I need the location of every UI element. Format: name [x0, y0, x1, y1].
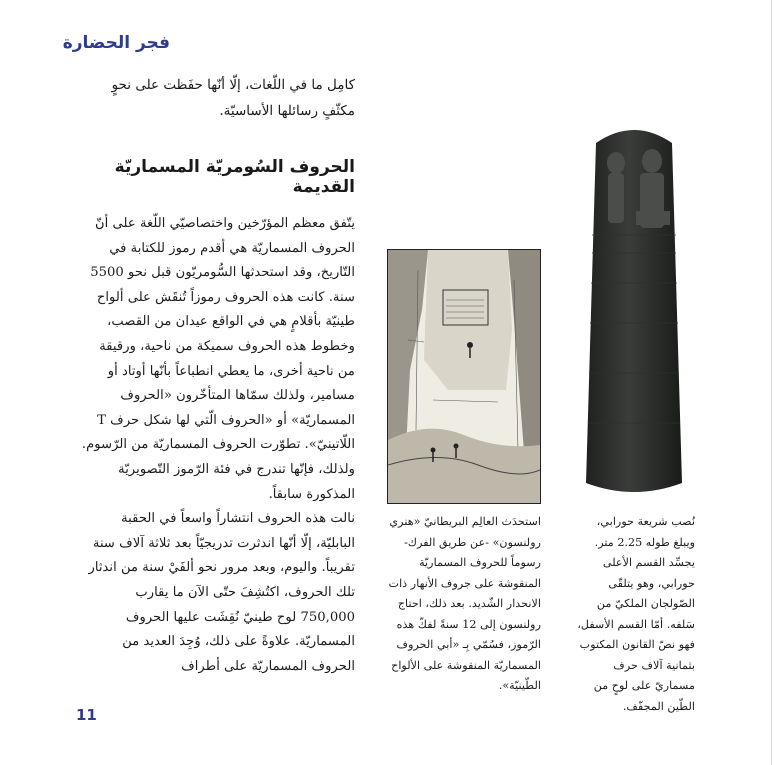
body-text — [78, 212, 355, 679]
body-paragraph-2: نالت هذه الحروف انتشاراً واسعاً في الحقبة البابليّة، إلّا أنّها اندثرت تدريجيّاً بعد ثلاثة آلاف سنة تقريباً. واليوم، وبعد مرور نحو ألفَيْ سنة من اندثار تلك الحروف، اكتُشِفَ حتّى الآن ما يقارب 750,000 لوح طينيّ نُقِشَت عليها الحروف المسماريّة. علاوةً على ذلك، وُجِدَ العديد من الحروف المسماريّة على أطراف — [88, 511, 355, 674]
body-paragraph-1: يتّفق معظم المؤرّخين واختصاصيّي اللّغة على أنّ الحروف المسماريّة هي أقدم رموز للكتابة في التّاريخ، وقد استحدثها السُّومريّون قبل نحو 5500 سنة. كانت هذه الحروف رموزاً تُنقَش على ألواح طينيّة بأقلامٍ هي في الواقع عيدان من القصب، وخطوط هذه الحروف سميكة من ناحية، ورقيقة من ناحية أخرى، ما يعطي انطباعاً بأنّها أوتاد أو مسامير، ولذلك سمّاها المتأخّرون «الحروف المسماريّة» أو «الحروف الّتي لها شكل حرف T اللّاتينيّ». تطوّرت الحروف المسماريّة من الرّسوم. ولذلك، فإنّها تندرج في فئة الرّموز التّصويريّة المذكورة سابقاً. — [81, 216, 355, 502]
hammurabi-stele-photo — [578, 123, 690, 499]
cliff-relief-illustration — [387, 249, 541, 504]
intro-text: كامِل ما في اللّغات، إلّا أنّها حفَظت على نحوٍ مكثّفٍ رسائلها الأساسيّة. — [111, 77, 355, 119]
caption-rawlinson: استحدَث العالِم البريطانيّ «هنري رولنسون» -عن طريق الفرك- رسوماً للحروف المسماريّة المنقوشة على جروف الأنهار ذات الانحدار الشّديد. بعد ذلك، احتاج رولنسون إلى 12 سنةً لفكّ هذه الرّموز، فسُمّي بِـ «أبي الحروف المسماريّة المنقوشة على الألواح الطّينيّة». — [388, 515, 541, 692]
section-title: الحروف السُومريّة المسماريّة القديمة — [114, 157, 355, 197]
chapter-header: فجر الحضارة — [62, 33, 170, 53]
page-margin-rule — [771, 0, 772, 765]
page-number: 11 — [76, 706, 97, 724]
caption-hammurabi-stele: نُصب شريعة حورابي، ويبلغ طوله 2.25 متر. يجسِّد القسم الأعلى حورابي، وهو يتلقّى الصّولجان الملكيّ من سَلفه. أمّا القسم الأسفل، فهو نصّ القانون المكتوب بثمانية آلاف حرف مسماريّ على لوحٍ من الطّين المجفّف. — [577, 515, 695, 713]
